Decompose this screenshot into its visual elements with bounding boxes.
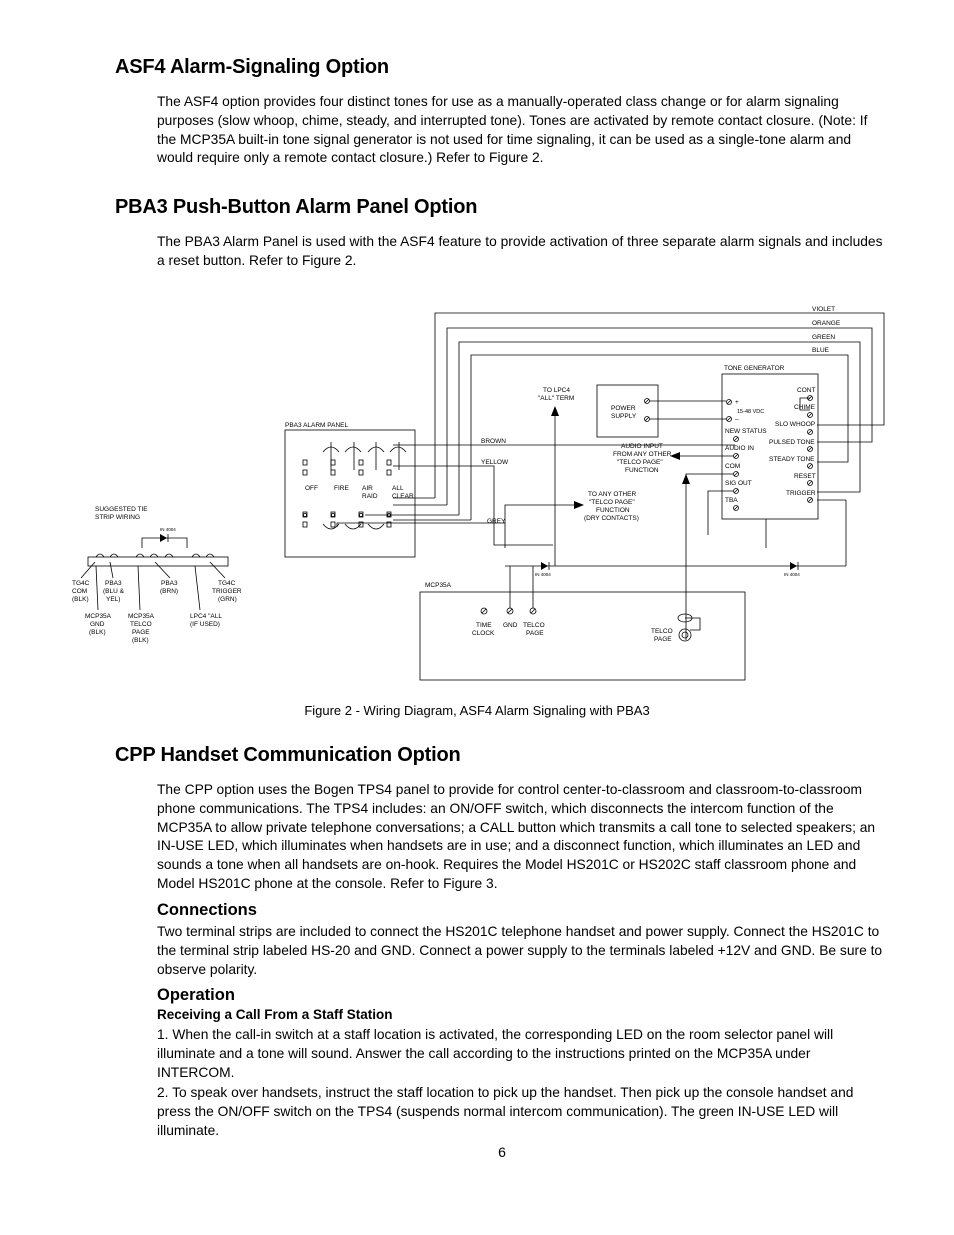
telco-dry-label: TO ANY OTHER "TELCO PAGE" FUNCTION (DRY CONTACTS): [584, 491, 639, 522]
svg-text:PULSED TONE: PULSED TONE: [769, 439, 815, 446]
operation-step-2: 2. To speak over handsets, instruct the staff location to pick up the handset. Then pick up the console handset and press the ON/OFF switch on the TPS4 (suspends normal intercom communication). The green IN-USE LED will illuminate.: [157, 1085, 854, 1138]
svg-text:(BLK): (BLK): [132, 637, 149, 644]
mcp35a-timeclock: TIME CLOCK: [472, 622, 495, 637]
svg-text:GND: GND: [503, 622, 518, 629]
audio-input-label: AUDIO INPUT FROM ANY OTHER "TELCO PAGE" FUNCTION: [613, 443, 672, 474]
wiring-diagram: [0, 290, 954, 690]
svg-text:COM: COM: [725, 463, 741, 470]
svg-text:(BLK): (BLK): [89, 629, 106, 636]
pba3-body: The PBA3 Alarm Panel is used with the ASF4 feature to provide activation of three separate alarm signals and includes a reset button. Refer to Figure 2.: [157, 234, 883, 268]
pba3-btn-off: OFF: [305, 485, 318, 492]
wire-label-yellow: YELLOW: [481, 459, 509, 466]
tie-strip-bottom-labels: [85, 613, 222, 644]
svg-text:TRIGGER: TRIGGER: [212, 588, 242, 595]
svg-text:CHIME: CHIME: [794, 404, 815, 411]
svg-text:TBA: TBA: [725, 497, 738, 504]
svg-text:+: +: [735, 399, 739, 406]
mcp35a-telcopage: TELCO PAGE: [523, 622, 545, 637]
svg-text:COM: COM: [72, 588, 88, 595]
asf4-body: The ASF4 option provides four distinct tones for use as a manually-operated class change or for alarm signaling purposes (slow whoop, chime, steady, and interrupted tone). Tones are activated by remote contact closure. (Note: If the MCP35A built-in tone signal generator is not used for time signaling, it can be used as a single-tone alarm and would require only a remote contact closure.) Refer to Figure 2.: [157, 94, 868, 166]
mcp35a-label: MCP35A: [425, 582, 452, 589]
svg-text:IN 4004: IN 4004: [160, 527, 176, 532]
connections-heading: Connections: [157, 901, 257, 919]
svg-text:PBA3: PBA3: [105, 580, 122, 587]
svg-text:GND: GND: [90, 621, 105, 628]
lpc4-label: TO LPC4 "ALL" TERM: [538, 387, 575, 402]
svg-text:NEW STATUS: NEW STATUS: [725, 428, 767, 435]
svg-text:(BLK): (BLK): [72, 596, 89, 603]
wire-label-green: GREEN: [812, 334, 836, 341]
wire-label-brown: BROWN: [481, 438, 506, 445]
svg-text:TELCO: TELCO: [130, 621, 152, 628]
pba3-btn-airraid: AIR RAID: [362, 485, 378, 500]
operation-subheading: Receiving a Call From a Staff Station: [157, 1007, 393, 1022]
mcp35a-telco-jack-label: TELCO PAGE: [651, 628, 673, 643]
svg-text:(GRN): (GRN): [218, 596, 237, 603]
figure-caption: Figure 2 - Wiring Diagram, ASF4 Alarm Signaling with PBA3: [304, 703, 650, 718]
pba3-terminals: [303, 460, 391, 527]
svg-text:CONT: CONT: [797, 387, 816, 394]
svg-text:IN 4004: IN 4004: [535, 572, 551, 577]
wire-label-blue: BLUE: [812, 347, 829, 354]
tg-right-terminals: [808, 396, 813, 503]
svg-text:PAGE: PAGE: [132, 629, 150, 636]
svg-text:PBA3: PBA3: [161, 580, 178, 587]
operation-heading: Operation: [157, 986, 235, 1004]
pba3-btn-fire: FIRE: [334, 485, 349, 492]
power-supply-label: POWER SUPPLY: [611, 405, 637, 420]
svg-text:–: –: [735, 416, 739, 423]
svg-text:AUDIO IN: AUDIO IN: [725, 445, 754, 452]
cpp-heading: CPP Handset Communication Option: [115, 744, 461, 766]
svg-text:YEL): YEL): [106, 596, 121, 603]
svg-text:MCP35A: MCP35A: [128, 613, 155, 620]
svg-text:MCP35A: MCP35A: [85, 613, 112, 620]
svg-text:IN 4004: IN 4004: [784, 572, 800, 577]
connections-body: Two terminal strips are included to connect the HS201C telephone handset and power supply. Connect the HS201C to the terminal strip labeled HS-20 and GND. Connect a power supply to the terminals labeled +12V and GND. Be sure to observe polarity.: [157, 924, 883, 977]
svg-text:(BRN): (BRN): [160, 588, 179, 595]
tone-generator-label: TONE GENERATOR: [724, 365, 785, 372]
mcp35a-box: [420, 592, 745, 680]
tie-strip-title: SUGGESTED TIE STRIP WIRING: [95, 506, 148, 521]
pba3-heading: PBA3 Push-Button Alarm Panel Option: [115, 196, 478, 218]
asf4-heading: ASF4 Alarm-Signaling Option: [115, 56, 389, 78]
tie-strip-screws: [96, 554, 214, 557]
wire-label-orange: ORANGE: [812, 320, 841, 327]
pba3-panel-label: PBA3 ALARM PANEL: [285, 422, 349, 429]
wire-label-violet: VIOLET: [812, 306, 836, 313]
operation-step-1: 1. When the call-in switch at a staff location is activated, the corresponding LED on the room selector panel will illuminate and a tone will sound. Answer the call according to the instructions printed on the MCP35A under INTERCOM.: [157, 1027, 834, 1080]
svg-text:LPC4 "ALL: LPC4 "ALL: [190, 613, 222, 620]
svg-text:TG4C: TG4C: [218, 580, 236, 587]
pba3-btn-allclear: ALL CLEAR: [392, 485, 414, 500]
svg-text:SLO WHOOP: SLO WHOOP: [775, 421, 816, 428]
svg-text:(BLU &: (BLU &: [103, 588, 124, 595]
wire-label-grey: GREY: [487, 518, 506, 525]
svg-text:SIG OUT: SIG OUT: [725, 480, 752, 487]
page-number: 6: [498, 1144, 506, 1160]
svg-text:TRIGGER: TRIGGER: [786, 490, 816, 497]
svg-text:15-48 VDC: 15-48 VDC: [737, 409, 765, 415]
svg-text:TG4C: TG4C: [72, 580, 90, 587]
svg-text:RESET: RESET: [794, 473, 816, 480]
svg-text:STEADY TONE: STEADY TONE: [769, 456, 815, 463]
cpp-body: The CPP option uses the Bogen TPS4 panel to provide for control center-to-classroom and classroom-to-classroom phone communications. The TPS4 includes: an ON/OFF switch, which disconnects the intercom function of the MCP35A to allow private telephone conversations; a CALL button which transmits a call tone to selected speakers; an IN-USE LED, which illuminates when handsets are in use; and a disconnect function, which illuminates an LED and sounds a tone when all handsets are on-hook. Requires the Model HS201C or HS202C staff classroom phone and Model HS201C phone at the console. Refer to Figure 3.: [157, 782, 876, 891]
svg-text:(IF USED): (IF USED): [190, 621, 220, 628]
